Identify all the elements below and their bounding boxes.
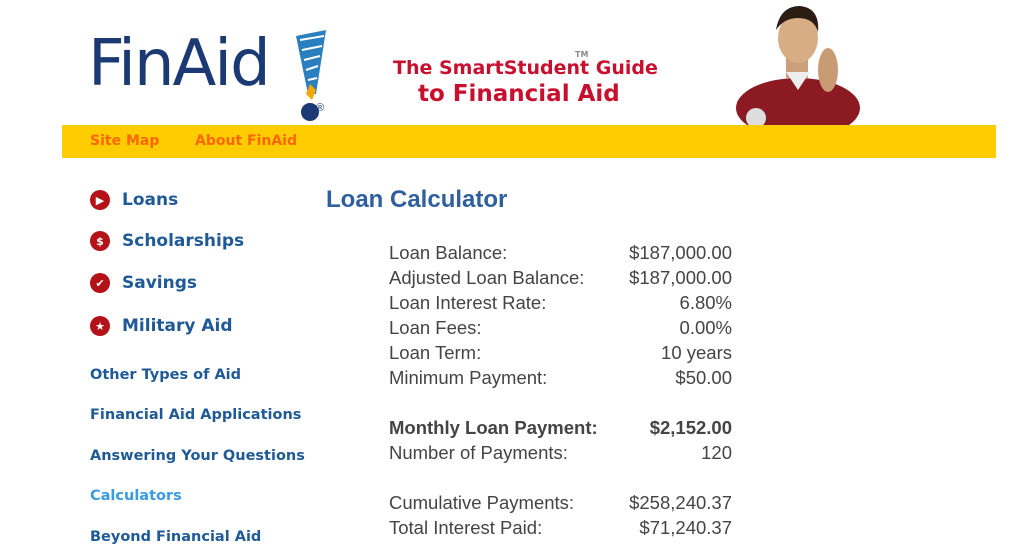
sidebar-item-savings[interactable]	[90, 273, 197, 293]
result-value: $187,000.00	[629, 242, 732, 263]
result-label: Loan Balance:	[389, 242, 508, 263]
result-value: $187,000.00	[629, 267, 732, 288]
result-row-adjusted-loan-balance	[389, 267, 732, 292]
sidebar-item-label: Loans	[122, 190, 179, 210]
result-value: 10 years	[661, 342, 732, 363]
result-value: 120	[701, 442, 732, 463]
dollar-icon: $	[90, 231, 110, 251]
finaid-logo[interactable]	[88, 24, 338, 124]
sidebar-item-label: Military Aid	[122, 316, 233, 336]
sidebar-item-loans[interactable]	[90, 190, 178, 210]
result-value: 0.00%	[679, 317, 732, 338]
diploma-exclamation-icon	[286, 28, 336, 128]
result-row-monthly-payment	[389, 417, 732, 442]
result-row-cumulative-payments	[389, 492, 732, 517]
tagline	[393, 50, 663, 108]
result-row-loan-term	[389, 342, 732, 367]
result-label: Loan Term:	[389, 342, 482, 363]
sidebar-link-beyond-financial-aid[interactable]: Beyond Financial Aid	[90, 529, 262, 545]
sidebar-link-answering-your-questions[interactable]: Answering Your Questions	[90, 448, 305, 464]
result-row-total-interest	[389, 517, 732, 542]
result-value: $258,240.37	[629, 492, 732, 513]
result-row-loan-fees	[389, 317, 732, 342]
result-label: Cumulative Payments:	[389, 492, 575, 513]
sidebar-link-financial-aid-applications[interactable]: Financial Aid Applications	[90, 407, 302, 423]
star-icon: ★	[90, 316, 110, 336]
result-row-loan-balance	[389, 242, 732, 267]
page-title: Loan Calculator	[326, 186, 508, 213]
student-photo	[728, 0, 860, 125]
sidebar-item-label: Savings	[122, 273, 198, 293]
check-icon: ✔	[90, 273, 110, 293]
sidebar-item-scholarships[interactable]	[90, 231, 244, 251]
result-label: Minimum Payment:	[389, 367, 548, 388]
result-row-number-of-payments	[389, 442, 732, 467]
sidebar-item-label: Scholarships	[122, 231, 245, 251]
result-label: Total Interest Paid:	[389, 517, 543, 538]
sidebar-item-military-aid[interactable]	[90, 316, 233, 336]
result-label: Loan Interest Rate:	[389, 292, 547, 313]
about-finaid-link[interactable]: About FinAid	[195, 133, 297, 149]
result-row-minimum-payment	[389, 367, 732, 392]
trademark-mark: TM	[575, 50, 589, 59]
result-value: $71,240.37	[639, 517, 732, 538]
result-label: Loan Fees:	[389, 317, 482, 338]
site-map-link[interactable]: Site Map	[90, 133, 160, 149]
result-label: Adjusted Loan Balance:	[389, 267, 585, 288]
top-nav-bar	[62, 125, 996, 158]
sidebar-link-other-types-of-aid[interactable]: Other Types of Aid	[90, 367, 242, 383]
result-value: 6.80%	[679, 292, 732, 313]
tagline-line-2: to Financial Aid	[418, 81, 620, 107]
tagline-line-1: The SmartStudent Guide	[393, 57, 658, 79]
registered-mark: ®	[316, 102, 325, 114]
result-label: Monthly Loan Payment:	[389, 417, 598, 438]
play-icon: ▶	[90, 190, 110, 210]
result-label: Number of Payments:	[389, 442, 568, 463]
result-value: $2,152.00	[649, 417, 732, 438]
result-value: $50.00	[675, 367, 732, 388]
logo-text: FinAid	[88, 27, 269, 101]
result-row-interest-rate	[389, 292, 732, 317]
sidebar-link-calculators[interactable]: Calculators	[90, 488, 182, 504]
